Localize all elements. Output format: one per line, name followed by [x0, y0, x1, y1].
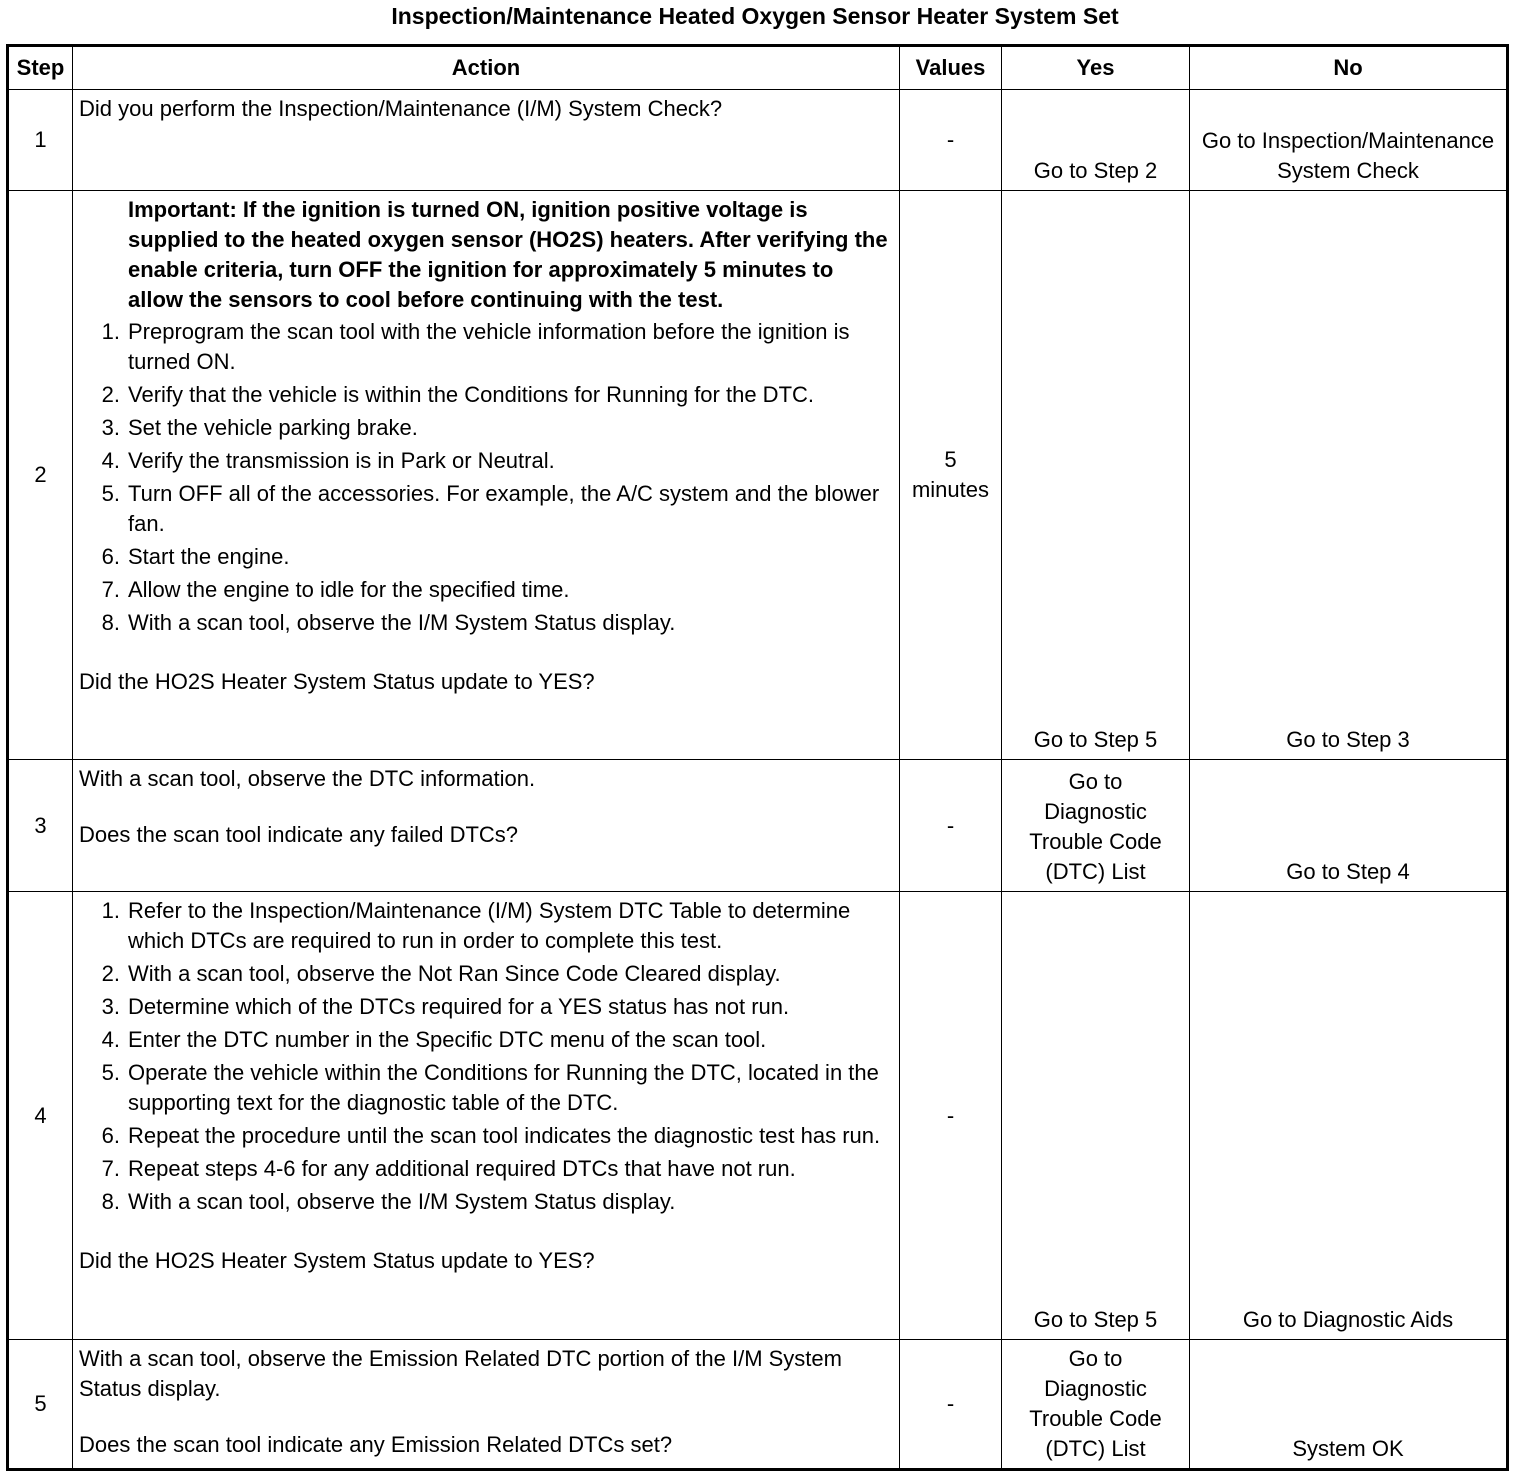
- step-number: 2: [8, 191, 73, 760]
- item-number: 7.: [101, 577, 120, 602]
- spacer: [79, 794, 893, 820]
- procedure-item: [79, 542, 893, 572]
- yes-cell: [1002, 1340, 1190, 1470]
- procedure-item: [79, 896, 893, 956]
- procedure-item: [79, 1058, 893, 1118]
- item-text: Enter the DTC number in the Specific DTC menu of the scan tool.: [128, 1027, 767, 1052]
- item-text: Start the engine.: [128, 544, 290, 569]
- header-values: Values: [900, 46, 1002, 90]
- item-text: With a scan tool, observe the I/M System Status display.: [128, 1189, 676, 1214]
- procedure-item: [79, 1121, 893, 1151]
- item-number: 5.: [101, 1060, 120, 1085]
- action-cell: [73, 760, 900, 892]
- value-cell: -: [900, 892, 1002, 1340]
- question-text: Did the HO2S Heater System Status update to YES?: [79, 1248, 595, 1273]
- item-text: Preprogram the scan tool with the vehicle information before the ignition is turned ON.: [128, 319, 850, 374]
- item-text: Verify that the vehicle is within the Conditions for Running for the DTC.: [128, 382, 815, 407]
- table-row: [8, 90, 1508, 191]
- diagnostic-table: [6, 44, 1509, 1471]
- action-cell: [73, 892, 900, 1340]
- item-text: Repeat the procedure until the scan tool indicates the diagnostic test has run.: [128, 1123, 881, 1148]
- value-cell: -: [900, 90, 1002, 191]
- procedure-list: [79, 317, 893, 638]
- procedure-item: [79, 992, 893, 1022]
- question-text: Does the scan tool indicate any Emission Related DTCs set?: [79, 1432, 673, 1457]
- table-row: [8, 1340, 1508, 1470]
- table-row: [8, 892, 1508, 1340]
- procedure-item: [79, 317, 893, 377]
- header-yes: Yes: [1002, 46, 1190, 90]
- no-cell: Go to Step 4: [1190, 760, 1508, 892]
- item-number: 3.: [101, 415, 120, 440]
- procedure-item: [79, 1187, 893, 1217]
- item-number: 8.: [101, 1189, 120, 1214]
- item-text: Repeat steps 4-6 for any additional required DTCs that have not run.: [128, 1156, 796, 1181]
- value-cell: -: [900, 1340, 1002, 1470]
- action-cell: [73, 191, 900, 760]
- procedure-item: [79, 959, 893, 989]
- yes-cell: Go to Step 5: [1002, 892, 1190, 1340]
- item-number: 1.: [101, 898, 120, 923]
- item-text: With a scan tool, observe the Not Ran Since Code Cleared display.: [128, 961, 781, 986]
- item-text: Turn OFF all of the accessories. For example, the A/C system and the blower fan.: [128, 481, 880, 536]
- yes-cell: Go to Step 2: [1002, 90, 1190, 191]
- header-action: Action: [73, 46, 900, 90]
- question-text: Does the scan tool indicate any failed DTCs?: [79, 822, 519, 847]
- no-cell: Go to Inspection/Maintenance System Check: [1190, 90, 1508, 191]
- value-cell: [900, 191, 1002, 760]
- item-number: 1.: [101, 319, 120, 344]
- spacer: [79, 641, 893, 667]
- important-note: Important: If the ignition is turned ON, ignition positive voltage is supplied to the heated oxygen sensor (HO2S) heaters. After verifying the enable criteria, turn OFF the ignition for approximately 5 minutes to allow the sensors to cool before continuing with the test.: [128, 197, 888, 312]
- procedure-item: [79, 479, 893, 539]
- procedure-list: [79, 896, 893, 1217]
- procedure-item: [79, 1025, 893, 1055]
- item-number: 4.: [101, 1027, 120, 1052]
- yes-cell: Go to Step 5: [1002, 191, 1190, 760]
- table-title: Inspection/Maintenance Heated Oxygen Sensor Heater System Set: [391, 3, 1119, 29]
- no-cell: Go to Step 3: [1190, 191, 1508, 760]
- item-number: 6.: [101, 1123, 120, 1148]
- action-text: Did you perform the Inspection/Maintenance (I/M) System Check?: [79, 96, 723, 121]
- item-number: 2.: [101, 382, 120, 407]
- item-number: 2.: [101, 961, 120, 986]
- no-cell: Go to Diagnostic Aids: [1190, 892, 1508, 1340]
- item-number: 8.: [101, 610, 120, 635]
- step-number: 4: [8, 892, 73, 1340]
- question-text: Did the HO2S Heater System Status update to YES?: [79, 669, 595, 694]
- step-number: 3: [8, 760, 73, 892]
- spacer: [79, 1220, 893, 1246]
- procedure-item: [79, 380, 893, 410]
- header-no: No: [1190, 46, 1508, 90]
- yes-text: Go to Diagnostic Trouble Code (DTC) List: [1029, 1346, 1162, 1461]
- action-text: With a scan tool, observe the Emission Related DTC portion of the I/M System Status display.: [79, 1346, 842, 1401]
- item-text: Determine which of the DTCs required for a YES status has not run.: [128, 994, 790, 1019]
- item-number: 3.: [101, 994, 120, 1019]
- procedure-item: [79, 575, 893, 605]
- action-cell: [73, 1340, 900, 1470]
- procedure-item: [79, 608, 893, 638]
- item-text: Set the vehicle parking brake.: [128, 415, 418, 440]
- item-text: Refer to the Inspection/Maintenance (I/M) System DTC Table to determine which DTCs are required to run in order to complete this test.: [128, 898, 851, 953]
- spacer: [79, 1404, 893, 1430]
- item-number: 6.: [101, 544, 120, 569]
- step-number: 1: [8, 90, 73, 191]
- yes-cell: [1002, 760, 1190, 892]
- item-text: Allow the engine to idle for the specified time.: [128, 577, 570, 602]
- table-row: [8, 760, 1508, 892]
- procedure-item: [79, 1154, 893, 1184]
- item-text: Verify the transmission is in Park or Neutral.: [128, 448, 555, 473]
- no-cell: System OK: [1190, 1340, 1508, 1470]
- item-number: 5.: [101, 481, 120, 506]
- item-number: 4.: [101, 448, 120, 473]
- action-cell: [73, 90, 900, 191]
- value-cell: -: [900, 760, 1002, 892]
- step-number: 5: [8, 1340, 73, 1470]
- item-number: 7.: [101, 1156, 120, 1181]
- action-text: With a scan tool, observe the DTC information.: [79, 766, 536, 791]
- value-text: 5 minutes: [911, 447, 990, 502]
- table-row: [8, 191, 1508, 760]
- header-step: Step: [8, 46, 73, 90]
- item-text: With a scan tool, observe the I/M System Status display.: [128, 610, 676, 635]
- procedure-item: [79, 413, 893, 443]
- header-row: [8, 46, 1508, 90]
- item-text: Operate the vehicle within the Conditions for Running the DTC, located in the supporting text for the diagnostic table of the DTC.: [128, 1060, 879, 1115]
- yes-text: Go to Diagnostic Trouble Code (DTC) List: [1029, 769, 1162, 884]
- procedure-item: [79, 446, 893, 476]
